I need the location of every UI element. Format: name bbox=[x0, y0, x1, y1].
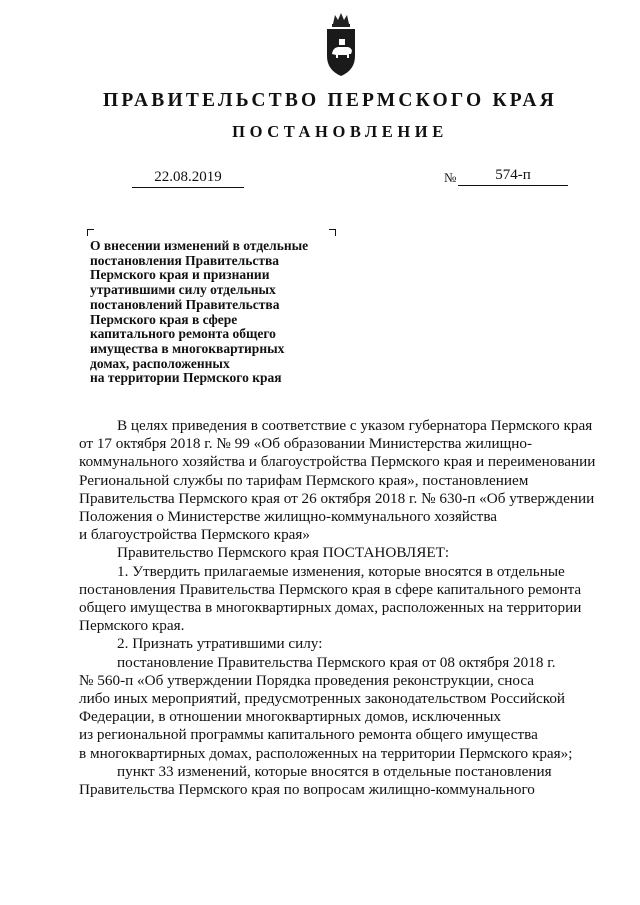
paragraph-repealed-1 bbox=[79, 654, 601, 763]
document-number: 574-п bbox=[458, 166, 568, 186]
body-line: Положения о Министерстве жилищно-коммунального хозяйства bbox=[79, 508, 498, 526]
body-line: постановления Правительства Пермского края в сфере капитального ремонта bbox=[79, 580, 582, 598]
body-line: из региональной программы капитального ремонта общего имущества bbox=[79, 726, 538, 744]
body-line: постановление Правительства Пермского края от 08 октября 2018 г. bbox=[117, 653, 556, 671]
document-body bbox=[79, 417, 601, 799]
heading-line: постановления Правительства bbox=[90, 252, 279, 268]
body-line: общего имущества в многоквартирных домах, расположенных на территории bbox=[79, 599, 582, 617]
body-line: № 560-п «Об утверждении Порядка проведения реконструкции, сноса bbox=[79, 671, 535, 689]
body-line: либо иных мероприятий, предусмотренных законодательством Российской bbox=[79, 690, 566, 708]
body-line: Федерации, в отношении многоквартирных домов, исключенных bbox=[79, 708, 502, 726]
body-line: коммунального хозяйства и благоустройства Пермского края и переименовании bbox=[79, 453, 596, 471]
heading-line: имущества в многоквартирных bbox=[90, 340, 285, 356]
paragraph-repealed-2 bbox=[79, 763, 601, 799]
heading-corner-right bbox=[329, 229, 336, 236]
heading-line: капитального ремонта общего bbox=[90, 326, 276, 342]
document-type-title: ПОСТАНОВЛЕНИЕ bbox=[232, 122, 448, 141]
heading-line: утратившими силу отдельных bbox=[90, 282, 276, 298]
body-line: В целях приведения в соответствие с указом губернатора Пермского края bbox=[117, 417, 593, 434]
body-line: в многоквартирных домах, расположенных на территории Пермского края»; bbox=[79, 744, 573, 762]
body-line: Пермского края. bbox=[79, 617, 185, 635]
body-line: 1. Утвердить прилагаемые изменения, которые вносятся в отдельные bbox=[117, 562, 565, 580]
body-line: Правительства Пермского края от 26 октября 2018 г. № 630-п «Об утверждении bbox=[79, 489, 595, 507]
body-line: Правительство Пермского края ПОСТАНОВЛЯЕТ: bbox=[117, 544, 450, 562]
paragraph-item-2 bbox=[79, 635, 601, 653]
body-line: Региональной службы по тарифам Пермского края», постановлением bbox=[79, 471, 529, 489]
document-date: 22.08.2019 bbox=[132, 168, 244, 188]
body-line: Правительства Пермского края по вопросам жилищно-коммунального bbox=[79, 781, 535, 799]
perm-krai-coat-of-arms-icon bbox=[321, 10, 361, 80]
heading-line: постановлений Правительства bbox=[90, 296, 280, 312]
body-line: пункт 33 изменений, которые вносятся в отдельные постановления bbox=[117, 762, 552, 780]
paragraph-resolves bbox=[79, 544, 601, 562]
heading-corner-left bbox=[87, 229, 94, 236]
government-title: ПРАВИТЕЛЬСТВО ПЕРМСКОГО КРАЯ bbox=[103, 90, 557, 111]
paragraph-preamble bbox=[79, 417, 601, 544]
heading-line: на территории Пермского края bbox=[90, 370, 282, 386]
heading-line: Пермского края и признании bbox=[90, 267, 270, 283]
body-line: и благоустройства Пермского края» bbox=[79, 526, 310, 544]
body-line: 2. Признать утратившими силу: bbox=[117, 635, 323, 653]
body-line: от 17 октября 2018 г. № 99 «Об образовании Министерства жилищно- bbox=[79, 435, 533, 453]
heading-line: О внесении изменений в отдельные bbox=[90, 238, 309, 253]
number-sign: № bbox=[444, 170, 457, 185]
document-heading bbox=[90, 239, 340, 386]
heading-line: Пермского края в сфере bbox=[90, 311, 238, 327]
heading-line: домах, расположенных bbox=[90, 355, 230, 371]
paragraph-item-1 bbox=[79, 563, 601, 636]
